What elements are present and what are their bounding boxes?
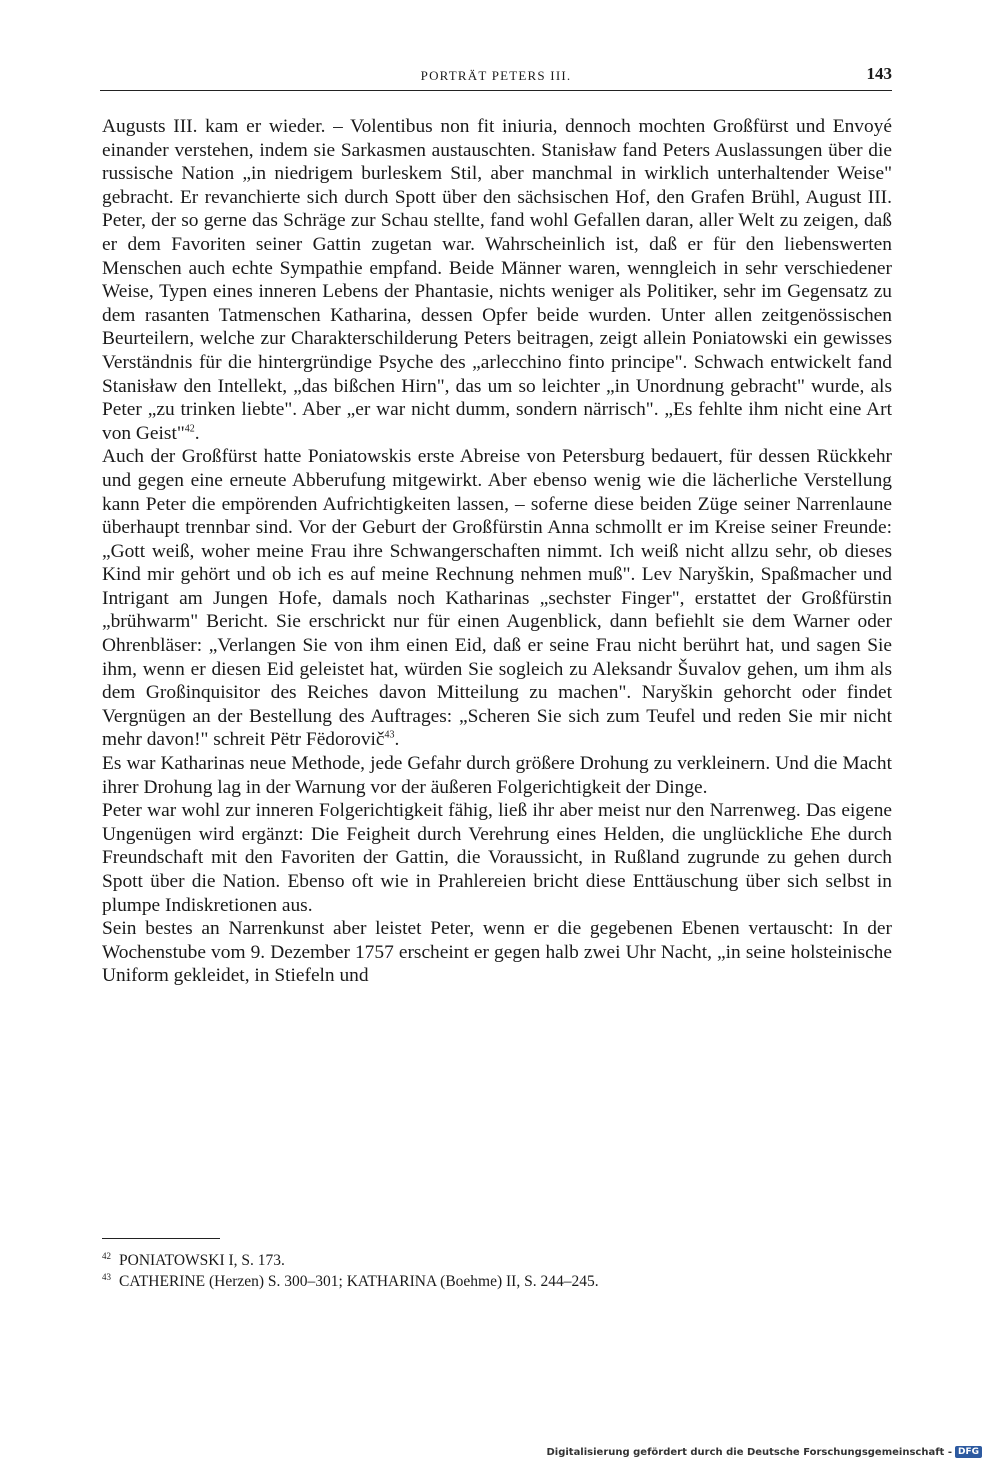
footnote: [102, 1271, 892, 1292]
footnote: [102, 1250, 892, 1271]
footnote-ref[interactable]: 43: [384, 729, 395, 741]
footnote-text: CATHERINE (Herzen) S. 300–301; KATHARINA (Boehme) II, S. 244–245.: [119, 1273, 599, 1290]
digitization-credit: [546, 1446, 982, 1458]
sentence-end: .: [394, 729, 400, 751]
credit-text: Digitalisierung gefördert durch die Deutsche Forschungsgemeinschaft -: [546, 1446, 952, 1458]
paragraph: Peter war wohl zur inneren Folgerichtigkeit fähig, ließ ihr aber meist nur den Narrenweg. Das eigene Ungenügen wird ergänzt: Die Feigheit durch Verehrung eines Helden, die unglückliche Ehe durch Freundschaft mit den Favoriten der Gattin, die Voraussicht, in Rußland zugrunde zu gehen durch Spott über die Nation. Ebenso oft wie in Prahlereien bricht diese Enttäuschung über sich selbst in plumpe Indiskretionen aus.: [102, 800, 892, 916]
footnotes: [102, 1250, 892, 1292]
paragraph: [102, 445, 892, 752]
footnote-number: 43: [102, 1271, 111, 1282]
dfg-logo: DFG: [955, 1446, 982, 1458]
footnote-ref[interactable]: 42: [184, 423, 195, 435]
body-text: [102, 115, 892, 988]
footnote-divider: [102, 1238, 220, 1239]
running-title: PORTRÄT PETERS III.: [420, 68, 572, 83]
paragraph-text: Augusts III. kam er wieder. – Volentibus non fit iniuria, dennoch mochten Großfürst und Envoyé einander verstehen, indem sie Sarkasmen austauschten. Stanisław fand Peters Auslassungen über die russische Nation „in niedrigem burleskem Stil, aber manchmal in wirklich unterhaltender Weise" gebracht. Er revanchierte sich durch Spott über den sächsischen Hof, den Grafen Brühl, August III. Peter, der so gerne das Schräge zur Schau stellte, fand wohl Gefallen daran, aller Welt zu zeigen, daß er dem Favoriten seiner Gattin zugetan war. Wahrscheinlich ist, daß er für den liebenswerten Menschen auch echte Sympathie empfand. Beide Männer waren, wenngleich in sehr verschiedener Weise, Typen eines inneren Lebens der Phantasie, nichts weniger als Politiker, sehr im Gegensatz zu dem rasanten Tatmenschen Katharina, dessen Opfer beide wurden. Unter allen zeitgenössischen Beurteilern, welche zur Charakterschilderung Peters beitragen, zeigt allein Poniatowski ein gewisses Verständnis für die hintergründige Psyche des „arlecchino finto principe". Schwach entwickelt fand Stanisław den Intellekt, „das bißchen Hirn", das um so leichter „in Unordnung gebracht" wurde, als Peter „zu trinken liebte". Aber „er war nicht dumm, sondern närrisch". „Es fehlte ihm nicht eine Art von Geist": [102, 116, 892, 444]
footnote-number: 42: [102, 1250, 111, 1261]
paragraph: Sein bestes an Narrenkunst aber leistet Peter, wenn er die gegebenen Ebenen vertauscht: In der Wochenstube vom 9. Dezember 1757 erscheint er gegen halb zwei Uhr Nacht, „in seine holsteinische Uniform gekleidet, in Stiefeln und: [102, 918, 892, 987]
paragraph-text: Auch der Großfürst hatte Poniatowskis erste Abreise von Petersburg bedauert, für dessen Rückkehr und gegen eine erneute Abberufung mitgewirkt. Aber ebenso wenig wie die lächerliche Verstellung kann Peter die empörenden Aufrichtigkeiten lassen, – soferne diese beiden Züge seiner Narrenlaune überhaupt trennbar sind. Vor der Geburt der Großfürstin Anna schmollt er im Kreise seiner Freunde: „Gott weiß, woher meine Frau ihre Schwangerschaften nimmt. Ich weiß nicht allzu sehr, ob dieses Kind mir gehört und ob ich es auf meine Rechnung nehmen muß". Lev Naryškin, Spaßmacher und Intrigant am Jungen Hofe, damals noch Katharinas „sechster Finger", erstattet der Großfürstin „brühwarm" Bericht. Sie erschrickt nur für einen Augenblick, dann befiehlt sie dem Warner oder Ohrenbläser: „Verlangen Sie von ihm einen Eid, daß er seine Frau nicht berührt hat, und sagen Sie ihm, wenn er diesen Eid geleistet hat, würden Sie sogleich zu Aleksandr Šuvalov gehen, um ihm als dem Großinquisitor des Reiches davon Mitteilung zu machen". Naryškin gehorcht oder findet Vergnügen an der Bestellung des Auftrages: „Scheren Sie sich zum Teufel und reden Sie mir nicht mehr davon!" schreit Pëtr Fëdorovič: [102, 446, 892, 751]
page-number: 143: [866, 64, 892, 83]
paragraph: Augusts III. kam er wieder. – Volentibus non fit iniuria, dennoch mochten Großfürst und Envoyé einander verstehen, indem sie Sarkasmen austauschten. Stanisław fand Peters Auslassungen über die russische Nation „in niedrigem burleskem Stil, aber manchmal in wirklich unterhaltender Weise" gebracht. Er revanchierte sich durch Spott über den sächsischen Hof, den Grafen Brühl, August III. Peter, der so gerne das Schräge zur Schau stellte, fand wohl Gefallen daran, aller Welt zu zeigen, daß er dem Favoriten seiner Gattin zugetan war. Wahrscheinlich ist, daß er für den liebenswerten Menschen auch echte Sympathie empfand. Beide Männer waren, wenngleich in sehr verschiedener Weise, Typen eines inneren Lebens der Phantasie, nichts weniger als Politiker, sehr im Gegensatz zu dem rasanten Tatmenschen Katharina, dessen Opfer beide wurden. Unter allen zeitgenössischen Beurteilern, welche zur Charakterschilderung Peters beitragen, zeigt allein Poniatowski ein gewisses Verständnis für die hintergründige Psyche des „arlecchino finto principe". Schwach entwickelt fand Stanisław den Intellekt, „das bißchen Hirn", das um so leichter „in Unordnung gebracht" wurde, als Peter „zu trinken liebte". Aber „er war nicht dumm, sondern närrisch". „Es fehlte ihm nicht eine Art von Geist"$^{42}$.: [102, 116, 892, 444]
footnote-text: PONIATOWSKI I, S. 173.: [119, 1252, 285, 1269]
running-header: [100, 64, 892, 91]
paragraph: Es war Katharinas neue Methode, jede Gefahr durch größere Drohung zu verkleinern. Und die Macht ihrer Drohung lag in der Warnung vor der äußeren Folgerichtigkeit der Dinge.: [102, 753, 892, 798]
